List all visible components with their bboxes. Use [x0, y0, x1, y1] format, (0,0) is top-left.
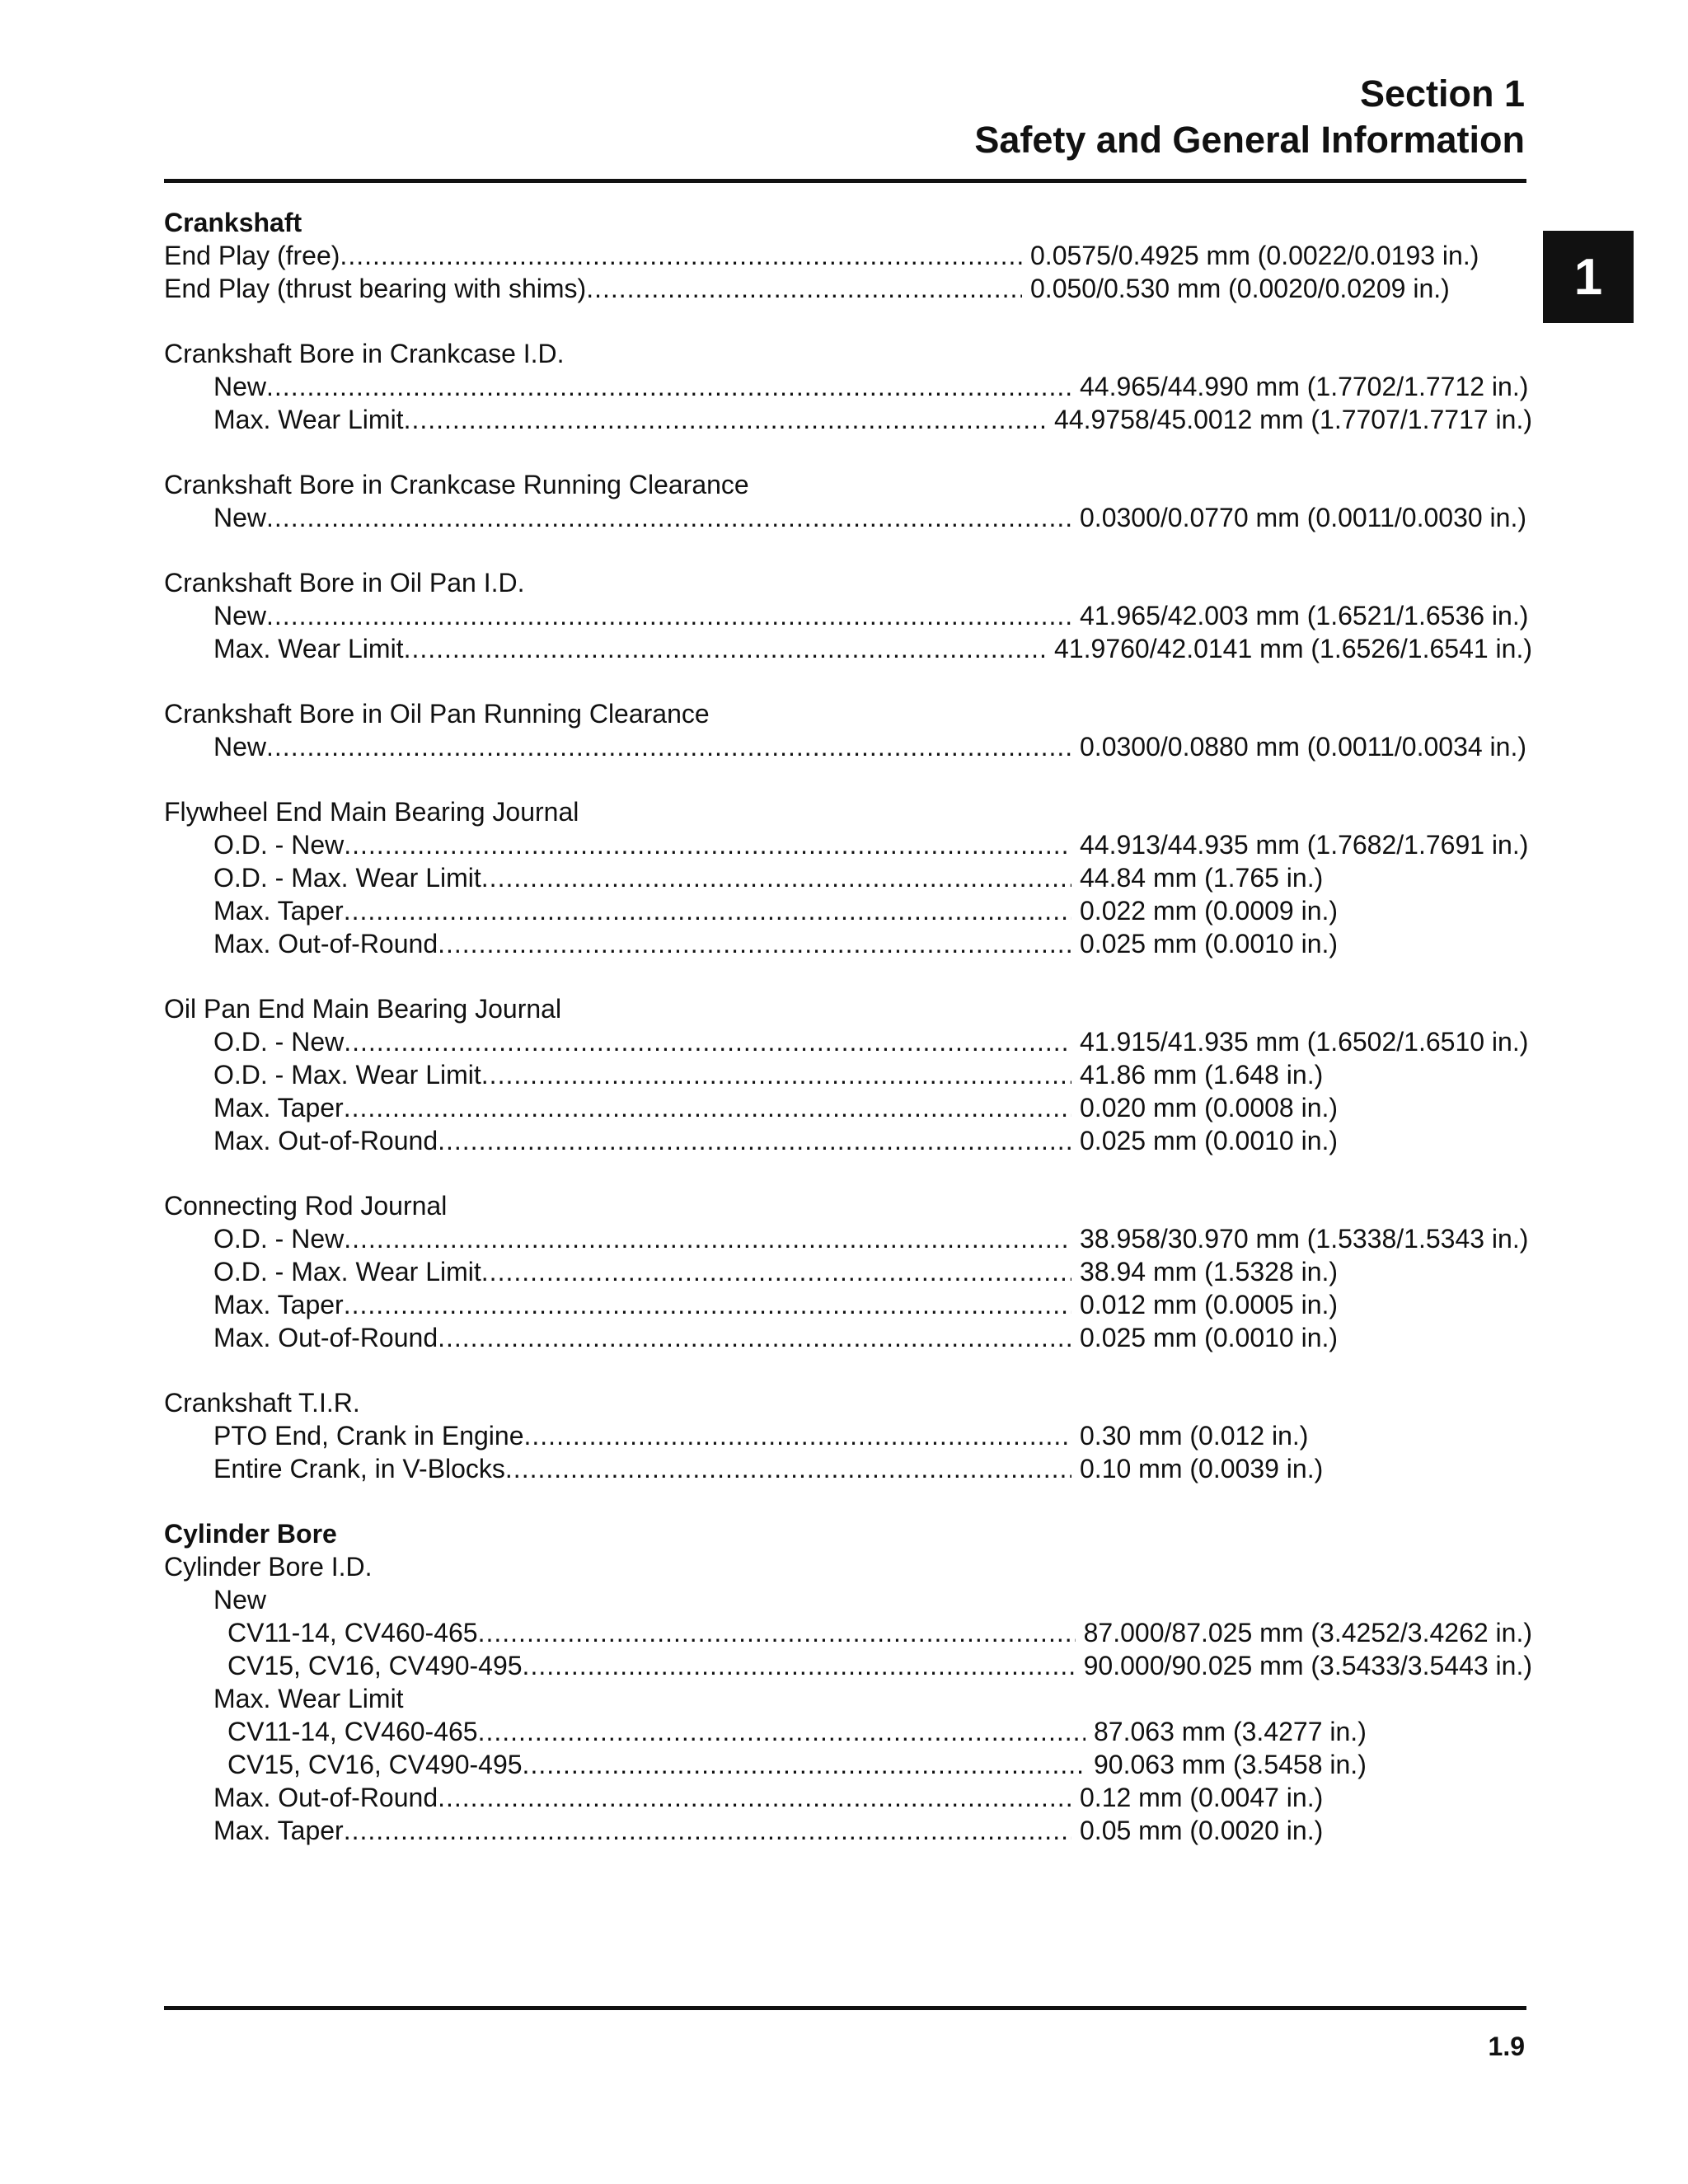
spec-row: CV15, CV16, CV490-495 ..... 90.000/90.025 mm (3.5433/3.5443 in.)	[164, 1649, 1532, 1682]
spec-row: New ..... 44.965/44.990 mm (1.7702/1.7712 in.)	[164, 370, 1532, 403]
subsection-heading: Flywheel End Main Bearing Journal	[164, 797, 579, 827]
subsection-heading: Oil Pan End Main Bearing Journal	[164, 994, 562, 1024]
subgroup-label: New	[213, 1585, 267, 1615]
spec-row: Max. Out-of-Round ..... 0.025 mm (0.0010 in.)	[164, 1321, 1532, 1354]
subsection-heading: Cylinder Bore I.D.	[164, 1552, 373, 1582]
spec-row: Max. Out-of-Round ..... 0.12 mm (0.0047 in.)	[164, 1781, 1532, 1814]
crankshaft-heading: Crankshaft	[164, 208, 302, 237]
subsection-heading: Crankshaft Bore in Oil Pan I.D.	[164, 568, 525, 598]
header-divider	[164, 179, 1526, 183]
spec-row: O.D. - New ..... 44.913/44.935 mm (1.7682/1.7691 in.)	[164, 828, 1532, 861]
spec-row: Max. Taper ..... 0.012 mm (0.0005 in.)	[164, 1288, 1532, 1321]
spec-row: Max. Out-of-Round ..... 0.025 mm (0.0010 in.)	[164, 1124, 1532, 1157]
spec-row: End Play (free) ..... 0.0575/0.4925 mm (0.0022/0.0193 in.)	[164, 239, 1532, 272]
page-number: 1.9	[1488, 2032, 1525, 2061]
spec-row: End Play (thrust bearing with shims) ..... 0.050/0.530 mm (0.0020/0.0209 in.)	[164, 272, 1532, 305]
section-tab: 1	[1543, 231, 1634, 323]
subsection-heading: Crankshaft Bore in Oil Pan Running Clearance	[164, 699, 710, 729]
spec-list	[164, 206, 1532, 1847]
spec-row: New ..... 41.965/42.003 mm (1.6521/1.6536 in.)	[164, 599, 1532, 632]
spec-row: PTO End, Crank in Engine ..... 0.30 mm (0.012 in.)	[164, 1419, 1532, 1452]
subsection-heading: Crankshaft Bore in Crankcase Running Clearance	[164, 470, 749, 499]
subsection-heading: Connecting Rod Journal	[164, 1191, 448, 1221]
spec-row: O.D. - Max. Wear Limit ..... 38.94 mm (1.5328 in.)	[164, 1255, 1532, 1288]
spec-row: O.D. - New ..... 38.958/30.970 mm (1.5338/1.5343 in.)	[164, 1222, 1532, 1255]
spec-row: CV11-14, CV460-465 ..... 87.063 mm (3.4277 in.)	[164, 1715, 1532, 1748]
spec-row: O.D. - Max. Wear Limit ..... 41.86 mm (1.648 in.)	[164, 1058, 1532, 1091]
spec-row: New ..... 0.0300/0.0880 mm (0.0011/0.0034 in.)	[164, 730, 1532, 763]
spec-row: Max. Taper ..... 0.05 mm (0.0020 in.)	[164, 1814, 1532, 1847]
subgroup-label: Max. Wear Limit	[213, 1684, 404, 1713]
spec-row: CV11-14, CV460-465 ..... 87.000/87.025 mm (3.4252/3.4262 in.)	[164, 1616, 1532, 1649]
footer-divider	[164, 2006, 1526, 2010]
cylinder-bore-heading: Cylinder Bore	[164, 1519, 337, 1549]
section-label: Section 1	[1359, 73, 1525, 115]
spec-row: Max. Out-of-Round ..... 0.025 mm (0.0010 in.)	[164, 927, 1532, 960]
spec-row: Entire Crank, in V-Blocks ..... 0.10 mm (0.0039 in.)	[164, 1452, 1532, 1485]
spec-row: O.D. - Max. Wear Limit ..... 44.84 mm (1.765 in.)	[164, 861, 1532, 894]
spec-row: Max. Wear Limit ..... 44.9758/45.0012 mm (1.7707/1.7717 in.)	[164, 403, 1532, 436]
spec-row: New ..... 0.0300/0.0770 mm (0.0011/0.0030 in.)	[164, 501, 1532, 534]
spec-row: CV15, CV16, CV490-495 ..... 90.063 mm (3.5458 in.)	[164, 1748, 1532, 1781]
page-header	[974, 71, 1525, 163]
spec-row: Max. Wear Limit ..... 41.9760/42.0141 mm (1.6526/1.6541 in.)	[164, 632, 1532, 665]
spec-row: O.D. - New ..... 41.915/41.935 mm (1.6502/1.6510 in.)	[164, 1025, 1532, 1058]
spec-row: Max. Taper ..... 0.022 mm (0.0009 in.)	[164, 894, 1532, 927]
subsection-heading: Crankshaft T.I.R.	[164, 1388, 360, 1418]
subsection-heading: Crankshaft Bore in Crankcase I.D.	[164, 339, 565, 368]
section-title: Safety and General Information	[974, 119, 1525, 161]
spec-row: Max. Taper ..... 0.020 mm (0.0008 in.)	[164, 1091, 1532, 1124]
